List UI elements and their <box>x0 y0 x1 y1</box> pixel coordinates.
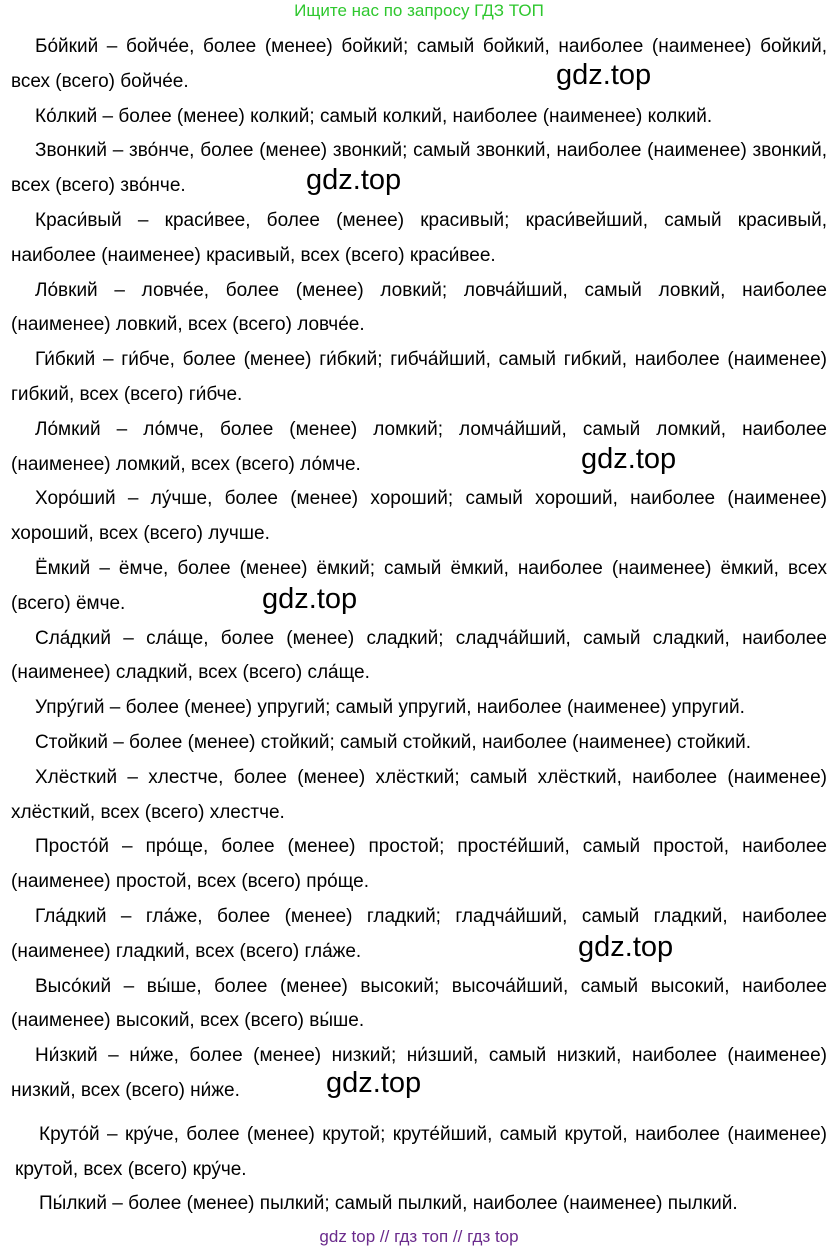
paragraph-khoroshiy: Хоро́ший – лу́чше, более (менее) хороший; самый хороший, наиболее (наименее) хороший, всех (всего) лучше. <box>11 488 827 545</box>
watermark-gdz-top: gdz.top <box>262 583 358 615</box>
paragraph-stoykiy: Стойкий – более (менее) стойкий; самый стойкий, наиболее (наименее) стойкий. <box>35 731 752 753</box>
paragraph-pylkiy: Пы́лкий – более (менее) пылкий; самый пылкий, наиболее (наименее) пылкий. <box>39 1193 738 1215</box>
paragraph-uprugiy: Упру́гий – более (менее) упругий; самый упругий, наиболее (наименее) упругий. <box>35 697 745 719</box>
paragraph-prostoy: Просто́й – про́ще, более (менее) простой; просте́йший, самый простой, наиболее (наименее) простой, всех (всего) про́ще. <box>11 836 827 893</box>
paragraph-vysokiy: Высо́кий – вы́ше, более (менее) высокий; высоча́йший, самый высокий, наиболее (наименее) высокий, всех (всего) вы́ше. <box>11 975 827 1032</box>
paragraph-kolkiy: Ко́лкий – более (менее) колкий; самый колкий, наиболее (наименее) колкий. <box>35 105 713 127</box>
paragraph-boikiy: Бо́йкий – бойче́е, более (менее) бойкий; самый бойкий, наиболее (наименее) бойкий, всех (всего) бойче́е. <box>11 36 827 92</box>
paragraph-sladkiy: Сла́дкий – сла́ще, более (менее) сладкий; сладча́йший, самый сладкий, наиболее (наименее) сладкий, всех (всего) сла́ще. <box>11 627 827 684</box>
paragraph-lomkiy: Ло́мкий – ло́мче, более (менее) ломкий; ломча́йший, самый ломкий, наиболее (наименее) ломкий, всех (всего) ло́мче. <box>11 418 827 475</box>
paragraph-lovkiy: Ло́вкий – ловче́е, более (менее) ловкий; ловча́йший, самый ловкий, наиболее (наименее) ловкий, всех (всего) ловче́е. <box>11 279 827 336</box>
paragraph-khlyostkiy: Хлёсткий – хлестче, более (менее) хлёсткий; самый хлёсткий, наиболее (наименее) хлёсткий, всех (всего) хлестче. <box>11 766 827 823</box>
watermark-gdz-top: gdz.top <box>556 59 652 91</box>
watermark-gdz-top: gdz.top <box>326 1067 422 1099</box>
paragraph-krasiviy: Краси́вый – краси́вее, более (менее) красивый; краси́вейший, самый красивый, наиболее (наименее) красивый, всех (всего) краси́вее. <box>11 209 827 266</box>
paragraph-gibkiy: Ги́бкий – ги́бче, более (менее) ги́бкий; гибча́йший, самый гибкий, наиболее (наименее) гибкий, всех (всего) ги́бче. <box>11 349 827 405</box>
watermark-gdz-top: gdz.top <box>578 931 674 963</box>
paragraph-krutoy: Круто́й – кру́че, более (менее) крутой; круте́йший, самый крутой, наиболее (наименее) крутой, всех (всего) кру́че. <box>15 1123 827 1180</box>
document-body <box>11 30 827 1222</box>
paragraph-zvonkiy: Звонкий – зво́нче, более (менее) звонкий; самый звонкий, наиболее (наименее) звонкий, всех (всего) зво́нче. <box>11 140 827 197</box>
watermark-gdz-top: gdz.top <box>306 164 402 196</box>
paragraph-gladkiy: Гла́дкий – гла́же, более (менее) гладкий; гладча́йший, самый гладкий, наиболее (наименее) гладкий, всех (всего) гла́же. <box>11 905 827 962</box>
paragraph-nizkiy: Ни́зкий – ни́же, более (менее) низкий; ни́зший, самый низкий, наиболее (наименее) низкий, всех (всего) ни́же. <box>11 1045 827 1101</box>
top-banner: Ищите нас по запросу ГДЗ ТОП <box>294 1 544 20</box>
footer-links: gdz top // гдз топ // гдз top <box>319 1227 519 1246</box>
watermark-gdz-top: gdz.top <box>581 443 677 475</box>
paragraph-yomkiy: Ёмкий – ёмче, более (менее) ёмкий; самый ёмкий, наиболее (наименее) ёмкий, всех (всего) ёмче. <box>11 557 827 614</box>
